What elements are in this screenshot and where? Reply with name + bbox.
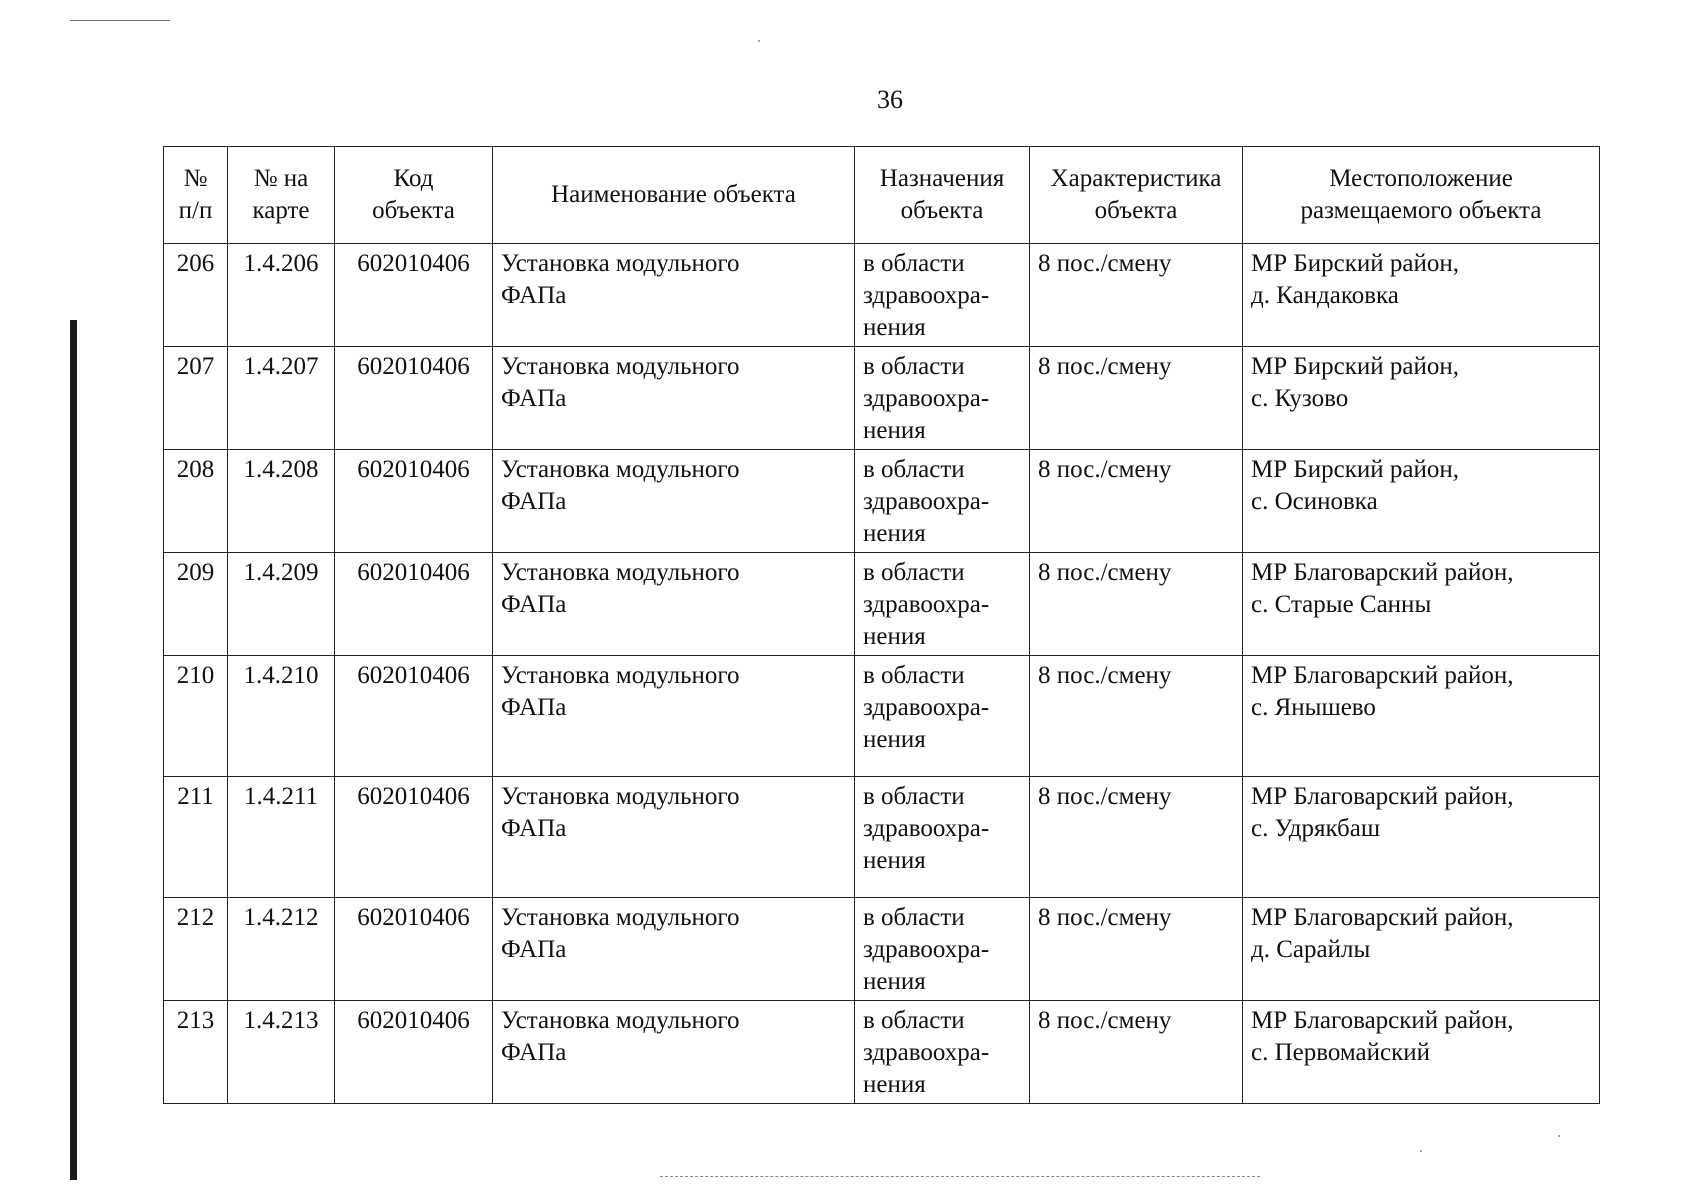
col-header-location: Местоположение размещаемого объекта <box>1243 147 1600 244</box>
cell-map: 1.4.211 <box>228 777 335 898</box>
cell-map: 1.4.213 <box>228 1001 335 1104</box>
cell-code: 602010406 <box>335 898 493 1001</box>
cell-map: 1.4.208 <box>228 450 335 553</box>
cell-num: 211 <box>164 777 228 898</box>
cell-location: МР Благоварский район, с. Старые Санны <box>1243 553 1600 656</box>
cell-name: Установка модульного ФАПа <box>493 347 855 450</box>
scan-speck <box>1558 1135 1560 1137</box>
cell-characteristic: 8 пос./смену <box>1030 1001 1243 1104</box>
cell-map: 1.4.210 <box>228 656 335 777</box>
cell-location: МР Бирский район, с. Осиновка <box>1243 450 1600 553</box>
cell-characteristic: 8 пос./смену <box>1030 656 1243 777</box>
cell-location: МР Бирский район, с. Кузово <box>1243 347 1600 450</box>
cell-code: 602010406 <box>335 244 493 347</box>
bottom-rule <box>660 1176 1260 1177</box>
table-row <box>164 1001 1600 1104</box>
cell-location: МР Бирский район, д. Кандаковка <box>1243 244 1600 347</box>
top-rule <box>70 20 170 21</box>
cell-characteristic: 8 пос./смену <box>1030 898 1243 1001</box>
cell-num: 212 <box>164 898 228 1001</box>
cell-characteristic: 8 пос./смену <box>1030 450 1243 553</box>
col-header-map: № на карте <box>228 147 335 244</box>
col-header-name: Наименование объекта <box>493 147 855 244</box>
page-number: 36 <box>877 85 903 114</box>
cell-characteristic: 8 пос./смену <box>1030 777 1243 898</box>
cell-name: Установка модульного ФАПа <box>493 898 855 1001</box>
table-row <box>164 553 1600 656</box>
cell-code: 602010406 <box>335 347 493 450</box>
cell-name: Установка модульного ФАПа <box>493 1001 855 1104</box>
cell-name: Установка модульного ФАПа <box>493 553 855 656</box>
cell-purpose: в области здравоохра- нения <box>855 347 1030 450</box>
cell-map: 1.4.207 <box>228 347 335 450</box>
cell-location: МР Благоварский район, д. Сарайлы <box>1243 898 1600 1001</box>
cell-num: 213 <box>164 1001 228 1104</box>
table-row <box>164 347 1600 450</box>
cell-num: 207 <box>164 347 228 450</box>
scan-speck <box>1420 1150 1422 1152</box>
col-header-num: № п/п <box>164 147 228 244</box>
col-header-code: Код объекта <box>335 147 493 244</box>
cell-map: 1.4.209 <box>228 553 335 656</box>
col-header-characteristic: Характеристика объекта <box>1030 147 1243 244</box>
cell-purpose: в области здравоохра- нения <box>855 656 1030 777</box>
cell-code: 602010406 <box>335 656 493 777</box>
cell-num: 206 <box>164 244 228 347</box>
table-header-row <box>164 147 1600 244</box>
cell-location: МР Благоварский район, с. Первомайский <box>1243 1001 1600 1104</box>
cell-code: 602010406 <box>335 450 493 553</box>
cell-purpose: в области здравоохра- нения <box>855 1001 1030 1104</box>
cell-purpose: в области здравоохра- нения <box>855 244 1030 347</box>
table-row <box>164 777 1600 898</box>
cell-purpose: в области здравоохра- нения <box>855 898 1030 1001</box>
cell-purpose: в области здравоохра- нения <box>855 777 1030 898</box>
cell-code: 602010406 <box>335 553 493 656</box>
table-row <box>164 244 1600 347</box>
cell-num: 210 <box>164 656 228 777</box>
table-row <box>164 656 1600 777</box>
table-row <box>164 450 1600 553</box>
cell-num: 209 <box>164 553 228 656</box>
cell-code: 602010406 <box>335 777 493 898</box>
scan-binding-edge <box>70 320 77 1180</box>
cell-name: Установка модульного ФАПа <box>493 656 855 777</box>
col-header-purpose: Назначения объекта <box>855 147 1030 244</box>
cell-location: МР Благоварский район, с. Удрякбаш <box>1243 777 1600 898</box>
cell-purpose: в области здравоохра- нения <box>855 553 1030 656</box>
scan-speck <box>758 40 760 42</box>
cell-name: Установка модульного ФАПа <box>493 244 855 347</box>
cell-map: 1.4.206 <box>228 244 335 347</box>
cell-num: 208 <box>164 450 228 553</box>
cell-characteristic: 8 пос./смену <box>1030 553 1243 656</box>
cell-purpose: в области здравоохра- нения <box>855 450 1030 553</box>
cell-characteristic: 8 пос./смену <box>1030 347 1243 450</box>
cell-characteristic: 8 пос./смену <box>1030 244 1243 347</box>
cell-name: Установка модульного ФАПа <box>493 450 855 553</box>
cell-name: Установка модульного ФАПа <box>493 777 855 898</box>
table-row <box>164 898 1600 1001</box>
cell-map: 1.4.212 <box>228 898 335 1001</box>
cell-code: 602010406 <box>335 1001 493 1104</box>
objects-table <box>163 146 1600 1104</box>
cell-location: МР Благоварский район, с. Янышево <box>1243 656 1600 777</box>
